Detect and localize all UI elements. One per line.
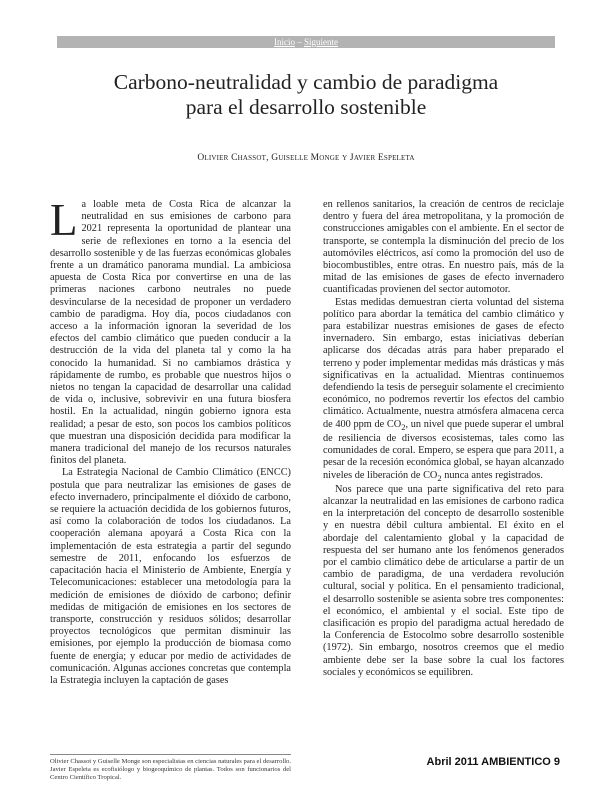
page-folio: Abril 2011 AMBIENTICO 9 [426, 756, 560, 768]
article-authors: Olivier Chassot, Guiselle Monge y Javier Espeleta [197, 153, 415, 163]
article-title [57, 70, 555, 120]
nav-separator: – [295, 37, 304, 47]
right-column [323, 199, 564, 679]
left-paragraph-1 [50, 195, 291, 467]
inicio-link[interactable]: Inicio [274, 37, 295, 47]
title-line-1: Carbono-neutralidad y cambio de paradigma [113, 70, 499, 94]
left-column [50, 195, 291, 687]
left-paragraph-1-text: a loable meta de Costa Rica de alcanzar la neutralidad en sus emisiones de carbono para 2021 representa la oportunidad de plantear una serie de reflexiones en torno a la esencia del desarrollo sostenible y de las fuerzas económicas globales frente a un dramático panorama mundial. La ambiciosa apuesta de Costa Rica por convertirse en una de las primeras naciones carbono neutrales no puede desvincularse de la necesidad de proponer un verdadero cambio de paradigma. Hoy día, pocos ciudadanos con acceso a la información ignoran la severidad de los efectos del cambio climático que pueden conducir a la destrucción de la vida del planeta tal y como la ha conocido la humanidad. Si no cambiamos drástica y rápidamente de rumbo, es probable que nuestros hijos o nietos no tengan la capacidad de desarrollar una calidad de vida o, inclusive, sobrevivir en una futura biosfera hostil. En la actualidad, ningún gobierno ignora esta realidad; a pesar de esto, son pocos los cambios políticos que muestran una disposición decidida para modificar la manera tradicional del manejo de los recursos naturales finitos del planeta. [50, 199, 291, 467]
right-paragraph-2 [323, 297, 564, 484]
right-paragraph-3: Nos parece que una parte significativa del reto para alcanzar la neutralidad en las emisiones de carbono radica en la interpretación del concepto de desarrollo sostenible y en nuestra débil cultura ambiental. El éxito en el abordaje del calentamiento global y la capacidad de respuesta del ser humano ante los fenómenos generados por el cambio climático debe de articularse a partir de un cambio de paradigma, de una verdadera revolución cultural, social y política. En el pensamiento tradicional, el desarrollo sostenible se asienta sobre tres componentes: el económico, el ambiental y el social. Este tipo de clasificación es propio del paradigma actual heredado de la Conferencia de Estocolmo sobre desarrollo sostenible (1972). Sin embargo, nosotros creemos que el medio ambiente debe ser la base sobre la cual los factores sociales y económicos se equilibren. [323, 483, 564, 678]
co2-subscript: 2 [401, 421, 406, 432]
navigation-bar [57, 36, 555, 48]
right-paragraph-2-text-a: Estas medidas demuestran cierta voluntad del sistema político para abordar la temática del cambio climático y para estabilizar nuestras emisiones de gases de efecto invernadero. Sin embargo, estas iniciativas deberían aplicarse dos décadas atrás para haber preparado el terreno y poder implementar medidas más drásticas y más significativas en la actualidad. Mientras continuemos defendiendo la tesis de perseguir solamente el crecimiento económico, no podremos revertir los efectos del cambio climático. Actualmente, nuestra atmósfera almacena cerca de 400 ppm de CO [323, 296, 564, 430]
right-paragraph-2-text-b: , un nivel que puede superar el umbral de resiliencia de diversos ecosistemas, tales como las comunidades de coral. Empero, se espera que para 2011, a pesar de la recesión económica global, se hayan alcanzado niveles de liberación de CO [323, 418, 565, 481]
right-paragraph-1: en rellenos sanitarios, la creación de centros de reciclaje dentro y fuera del área metropolitana, y la promoción de construcciones amigables con el ambiente. En el sector de transporte, se contempla la disminución del precio de los automóviles eléctricos, así como la promoción del uso de biocombustibles, entre otras. En nuestro país, más de la mitad de las emisiones de gases de efecto invernadero cuantificadas provienen del sector automotor. [323, 199, 564, 296]
title-line-2: para el desarrollo sostenible [185, 95, 427, 119]
drop-cap: L [50, 195, 78, 245]
co2-subscript-2: 2 [437, 472, 442, 483]
right-paragraph-2-text-c: nunca antes registrados. [441, 469, 543, 481]
left-paragraph-2: La Estrategia Nacional de Cambio Climático (ENCC) postula que para neutralizar las emisiones de gases de efecto invernadero, principalmente el dióxido de carbono, se requiere la actuación decidida de los gobiernos futuros, así como la colaboración de todos los ciudadanos. La cooperación alemana apoyará a Costa Rica con la implementación de esta estrategia a partir del segundo semestre de 2011, enfocando los esfuerzos de capacitación hacia el Ministerio de Ambiente, Energía y Telecomunicaciones: establecer una metodología para la medición de emisiones de dióxido de carbono; definir medidas de mitigación de emisiones en los sectores de transporte, construcción y residuos sólidos; desarrollar proyectos tecnológicos que permitan disminuir las emisiones, por ejemplo la producción de biomasa como fuente de energía; y educar por medio de actividades de comunicación. Algunas acciones concretas que contempla la Estrategia incluyen la captación de gases [50, 467, 291, 686]
siguiente-link[interactable]: Siguiente [304, 37, 338, 47]
author-footnote: Olivier Chassot y Guiselle Monge son especialistas en ciencias naturales para el desarrollo. Javier Espeleta es ecofisiólogo y biogeoquímico de plantas. Todos son funcionarios del Centro Científico Tropical. [50, 754, 291, 783]
